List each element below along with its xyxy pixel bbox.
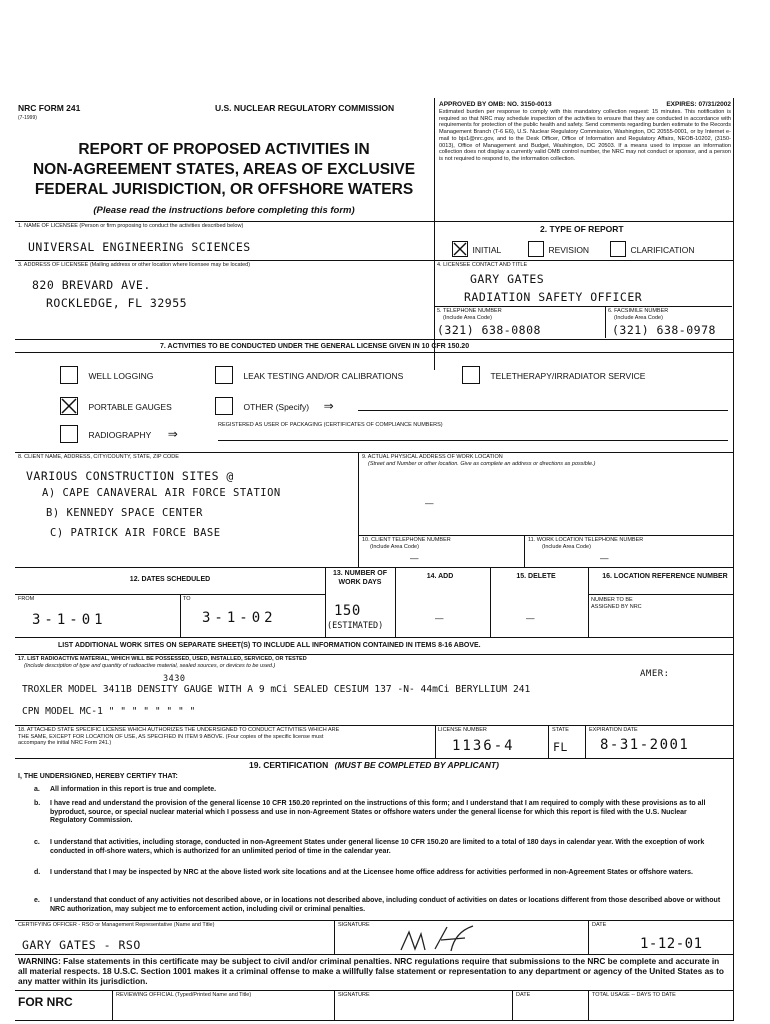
f7-heading: 7. ACTIVITIES TO BE CONDUCTED UNDER THE GENERAL LICENSE GIVEN IN 10 CFR 150.20	[160, 343, 470, 350]
portable-gauges-checkbox[interactable]	[60, 397, 78, 415]
teletherapy-checkbox[interactable]	[462, 366, 480, 384]
form-title	[18, 140, 430, 200]
client-line-2[interactable]: A) CAPE CANAVERAL AIR FORCE STATION	[42, 487, 281, 499]
f14-label: 14. ADD	[426, 573, 454, 580]
client-line-4[interactable]: C) PATRICK AIR FORCE BASE	[50, 527, 221, 539]
registered-packaging-label: REGISTERED AS USER OF PACKAGING (CERTIFICATES OF COMPLIANCE NUMBERS)	[218, 422, 443, 428]
material-line-1-amer: AMER:	[640, 669, 670, 679]
other-specify-line[interactable]	[358, 410, 728, 411]
well-logging-label: WELL LOGGING	[88, 371, 154, 382]
to-date-field[interactable]: 3-1-02	[202, 610, 277, 626]
f18-label: 18. ATTACHED STATE SPECIFIC LICENSE WHICH AUTHORIZES THE UNDERSIGNED TO CONDUCT ACTIVITIES WHICH ARE THE SAME, EXCEPT FOR LOCATION OF USE, AS SPECIFIED IN ITEM 9 ABOVE. (Four copies of the specific license must accompany the initial NRC Form 241.)	[18, 727, 340, 746]
other-option[interactable]	[215, 397, 334, 415]
report-type-revision[interactable]	[528, 240, 589, 258]
f11-label: 11. WORK LOCATION TELEPHONE NUMBER (Include Area Code)	[528, 537, 644, 550]
other-checkbox[interactable]	[215, 397, 233, 415]
f17-sub: (Include description of type and quantity of radioactive material, sealed sources, or devices to be used.)	[24, 663, 276, 669]
teletherapy-label: TELETHERAPY/IRRADIATOR SERVICE	[490, 371, 646, 382]
license-number-label: LICENSE NUMBER	[438, 727, 487, 733]
list-additional-note: LIST ADDITIONAL WORK SITES ON SEPARATE SHEET(S) TO INCLUDE ALL INFORMATION CONTAINED IN ITEMS 8-16 ABOVE.	[58, 642, 481, 649]
other-arrow-icon: ⇒	[323, 399, 334, 414]
date-label: DATE	[592, 922, 607, 928]
f16-label: 16. LOCATION REFERENCE NUMBER	[602, 573, 728, 580]
radiography-option[interactable]	[60, 425, 178, 443]
instruction-text: (Please read the instructions before completing this form)	[93, 205, 355, 216]
f19-heading-emphasis: (MUST BE COMPLETED BY APPLICANT)	[334, 760, 499, 770]
teletherapy-option[interactable]	[462, 366, 645, 384]
from-date-field[interactable]: 3-1-01	[32, 612, 107, 628]
cert-item-e: e. I understand that conduct of any activities not described above, or in locations not described above, including conduct of activities on dates or locations different from those described above or without NRC authorization, may subject me to enforcement action, including civil or criminal penalties.	[34, 897, 721, 913]
certify-intro: I, THE UNDERSIGNED, HEREBY CERTIFY THAT:	[18, 773, 178, 780]
radiography-arrow-icon: ⇒	[167, 427, 178, 442]
other-label: OTHER (Specify)	[243, 402, 310, 413]
f5-label: 5. TELEPHONE NUMBER (Include Area Code)	[437, 308, 502, 321]
well-logging-checkbox[interactable]	[60, 366, 78, 384]
f4-label: 4. LICENSEE CONTACT AND TITLE	[437, 262, 528, 268]
address-line-2[interactable]: ROCKLEDGE, FL 32955	[46, 296, 188, 310]
omb-box	[434, 98, 733, 221]
title-line-3: FEDERAL JURISDICTION, OR OFFSHORE WATERS	[34, 181, 414, 198]
for-nrc-label: FOR NRC	[18, 995, 73, 1009]
registered-packaging-line[interactable]	[218, 440, 728, 441]
cert-item-a: a. All information in this report is true and complete.	[34, 786, 217, 793]
state-label: STATE	[552, 727, 569, 733]
date-field[interactable]: 1-12-01	[640, 936, 703, 952]
f8-label: 8. CLIENT NAME, ADDRESS, CITY/COUNTY, STATE, ZIP CODE	[18, 454, 179, 460]
delete-field[interactable]: —	[526, 613, 535, 623]
title-line-1: REPORT OF PROPOSED ACTIVITIES IN	[78, 141, 370, 158]
agency-name: U.S. NUCLEAR REGULATORY COMMISSION	[215, 103, 395, 113]
nrc-date-label: DATE	[516, 992, 531, 998]
radiography-checkbox[interactable]	[60, 425, 78, 443]
radiography-label: RADIOGRAPHY	[88, 430, 152, 441]
clarification-checkbox[interactable]	[610, 241, 626, 257]
well-logging-option[interactable]	[60, 366, 153, 384]
nrc-signature-label: SIGNATURE	[338, 992, 370, 998]
omb-burden: Estimated burden per response to comply with this mandatory collection request: 15 minutes. This notification is required so that NRC may schedule inspection of the activities to ensure that they are conducted in accordance with requirements for protection of the public health and safety. Send comments regarding burden estimate to the Records Management Branch (T-6 E6), U.S. Nuclear Regulatory Commission, Washington, DC 20555-0001, or by Internet e-mail to bjs1@nrc.gov, and to the Desk Officer, Office of Information and Regulatory Affairs, NEOB-10202, (3150-0013), Office of Management and Budget, Washington, DC 20503. If a means used to impose an information collection does not display a currently valid OMB control number, the NRC may not conduct or sponsor, and a person is not required to respond to, the information collection.	[439, 109, 731, 162]
form-frame	[15, 98, 734, 1021]
material-line-1[interactable]: TROXLER MODEL 3411B DENSITY GAUGE WITH A 9 mCi SEALED CESIUM 137 -N- 44mCi BERYLLIUM 241	[22, 684, 531, 695]
contact-name-field[interactable]: GARY GATES	[470, 272, 545, 286]
leak-testing-checkbox[interactable]	[215, 366, 233, 384]
clarification-label: CLARIFICATION	[630, 245, 695, 255]
f13-label: 13. NUMBER OF WORK DAYS	[332, 570, 388, 586]
expiration-field[interactable]: 8-31-2001	[600, 737, 690, 753]
omb-expires: EXPIRES: 07/31/2002	[666, 101, 731, 108]
leak-testing-label: LEAK TESTING AND/OR CALIBRATIONS	[243, 371, 404, 382]
f3-label: 3. ADDRESS OF LICENSEE (Mailing address or other location where licensee may be located)	[18, 262, 251, 268]
omb-number: APPROVED BY OMB: NO. 3150-0013	[439, 101, 552, 108]
work-location-address-field[interactable]: —	[425, 498, 434, 508]
expiration-label: EXPIRATION DATE	[589, 727, 638, 733]
form-date: (7-1999)	[18, 115, 37, 121]
total-usage-label: TOTAL USAGE -- DAYS TO DATE	[592, 992, 676, 998]
form-number: NRC FORM 241	[18, 103, 81, 113]
fax-field[interactable]: (321) 638-0978	[612, 323, 716, 337]
initial-label: INITIAL	[472, 245, 502, 255]
material-line-2[interactable]: CPN MODEL MC-1 " " " " " " " "	[22, 706, 196, 717]
signature-label: SIGNATURE	[338, 922, 370, 928]
portable-gauges-label: PORTABLE GAUGES	[88, 402, 172, 413]
initial-checkbox[interactable]	[452, 241, 468, 257]
f19-heading-text: 19. CERTIFICATION	[249, 760, 329, 770]
to-label: TO	[183, 596, 191, 602]
client-line-3[interactable]: B) KENNEDY SPACE CENTER	[46, 507, 203, 519]
contact-title-field[interactable]: RADIATION SAFETY OFFICER	[464, 290, 643, 304]
leak-testing-option[interactable]	[215, 366, 403, 384]
cert-item-b: b. I have read and understand the provision of the general license 10 CFR 150.20 reprinted on the instructions of this form; and I understand that I am required to comply with these provisions as to all byproduct, source, or special nuclear material which I possess and use in non-Agreement States or offshore waters under the general license for which this report is filed with the U.S. Nuclear Regulatory Commission.	[34, 800, 706, 824]
work-days-field[interactable]: 150	[334, 603, 361, 619]
state-field[interactable]: FL	[553, 740, 568, 754]
f12-label: 12. DATES SCHEDULED	[129, 576, 211, 583]
work-location-telephone-field[interactable]: —	[600, 553, 609, 563]
revision-checkbox[interactable]	[528, 241, 544, 257]
f19-heading	[15, 760, 733, 770]
f10-label: 10. CLIENT TELEPHONE NUMBER (Include Area Code)	[362, 537, 451, 550]
work-days-note: (ESTIMATED)	[327, 621, 384, 631]
licensee-name-field[interactable]: UNIVERSAL ENGINEERING SCIENCES	[28, 240, 251, 254]
report-type-clarification[interactable]	[610, 240, 695, 258]
client-telephone-field[interactable]: —	[410, 553, 419, 563]
f9-label: 9. ACTUAL PHYSICAL ADDRESS OF WORK LOCATION (Street and Number or other location. Give as complete an address or directions as possible.)	[362, 454, 596, 467]
cert-item-c: c. I understand that activities, including storage, conducted in non-Agreement States under general license 10 CFR 150.20 are limited to a total of 180 days in calendar year. With the exception of work conducted in off-shore waters, which is authorized for an unlimited period of time in the calendar year.	[34, 839, 705, 855]
f15-label: 15. DELETE	[516, 573, 556, 580]
address-line-1[interactable]: 820 BREVARD AVE.	[32, 278, 151, 292]
client-line-1[interactable]: VARIOUS CONSTRUCTION SITES @	[26, 469, 234, 483]
warning-text: WARNING: False statements in this certificate may be subject to civil and/or criminal penalties. NRC regulations require that submissions to the NRC be complete and accurate in all material respects. 18 U.S.C. Section 1001 makes it a criminal offense to make a willfully false statement or representation to any department or agency of the United States as to any matter within its jurisdiction.	[18, 956, 724, 986]
material-line-1-extra: 3430	[163, 674, 186, 684]
revision-label: REVISION	[548, 245, 590, 255]
f16-sub: NUMBER TO BE ASSIGNED BY NRC	[591, 597, 642, 610]
f17-label: 17. LIST RADIOACTIVE MATERIAL, WHICH WILL BE POSSESSED, USED, INSTALLED, SERVICED, OR TESTED	[18, 656, 307, 662]
report-type-initial[interactable]	[452, 240, 501, 258]
reviewing-official-label: REVIEWING OFFICIAL (Typed/Printed Name and Title)	[116, 992, 252, 998]
certifying-officer-label: CERTIFYING OFFICER - RSO or Management Representative (Name and Title)	[18, 922, 215, 928]
cert-item-d: d. I understand that I may be inspected by NRC at the above listed work site locations and at the Licensee home office address for activities performed in non-Agreement States or offshore waters.	[34, 869, 693, 876]
title-line-2: NON-AGREEMENT STATES, AREAS OF EXCLUSIVE	[32, 161, 416, 178]
from-label: FROM	[18, 596, 35, 602]
telephone-field[interactable]: (321) 638-0808	[437, 323, 541, 337]
add-field[interactable]: —	[435, 613, 444, 623]
certifying-officer-field[interactable]: GARY GATES - RSO	[22, 938, 141, 952]
license-number-field[interactable]: 1136-4	[452, 738, 515, 754]
f1-label: 1. NAME OF LICENSEE (Person or firm proposing to conduct the activities described below)	[18, 223, 244, 229]
f6-label: 6. FACSIMILE NUMBER (Include Area Code)	[608, 308, 669, 321]
portable-gauges-option[interactable]	[60, 397, 172, 415]
signature-mark[interactable]	[395, 922, 505, 954]
f2-label: 2. TYPE OF REPORT	[540, 224, 624, 234]
